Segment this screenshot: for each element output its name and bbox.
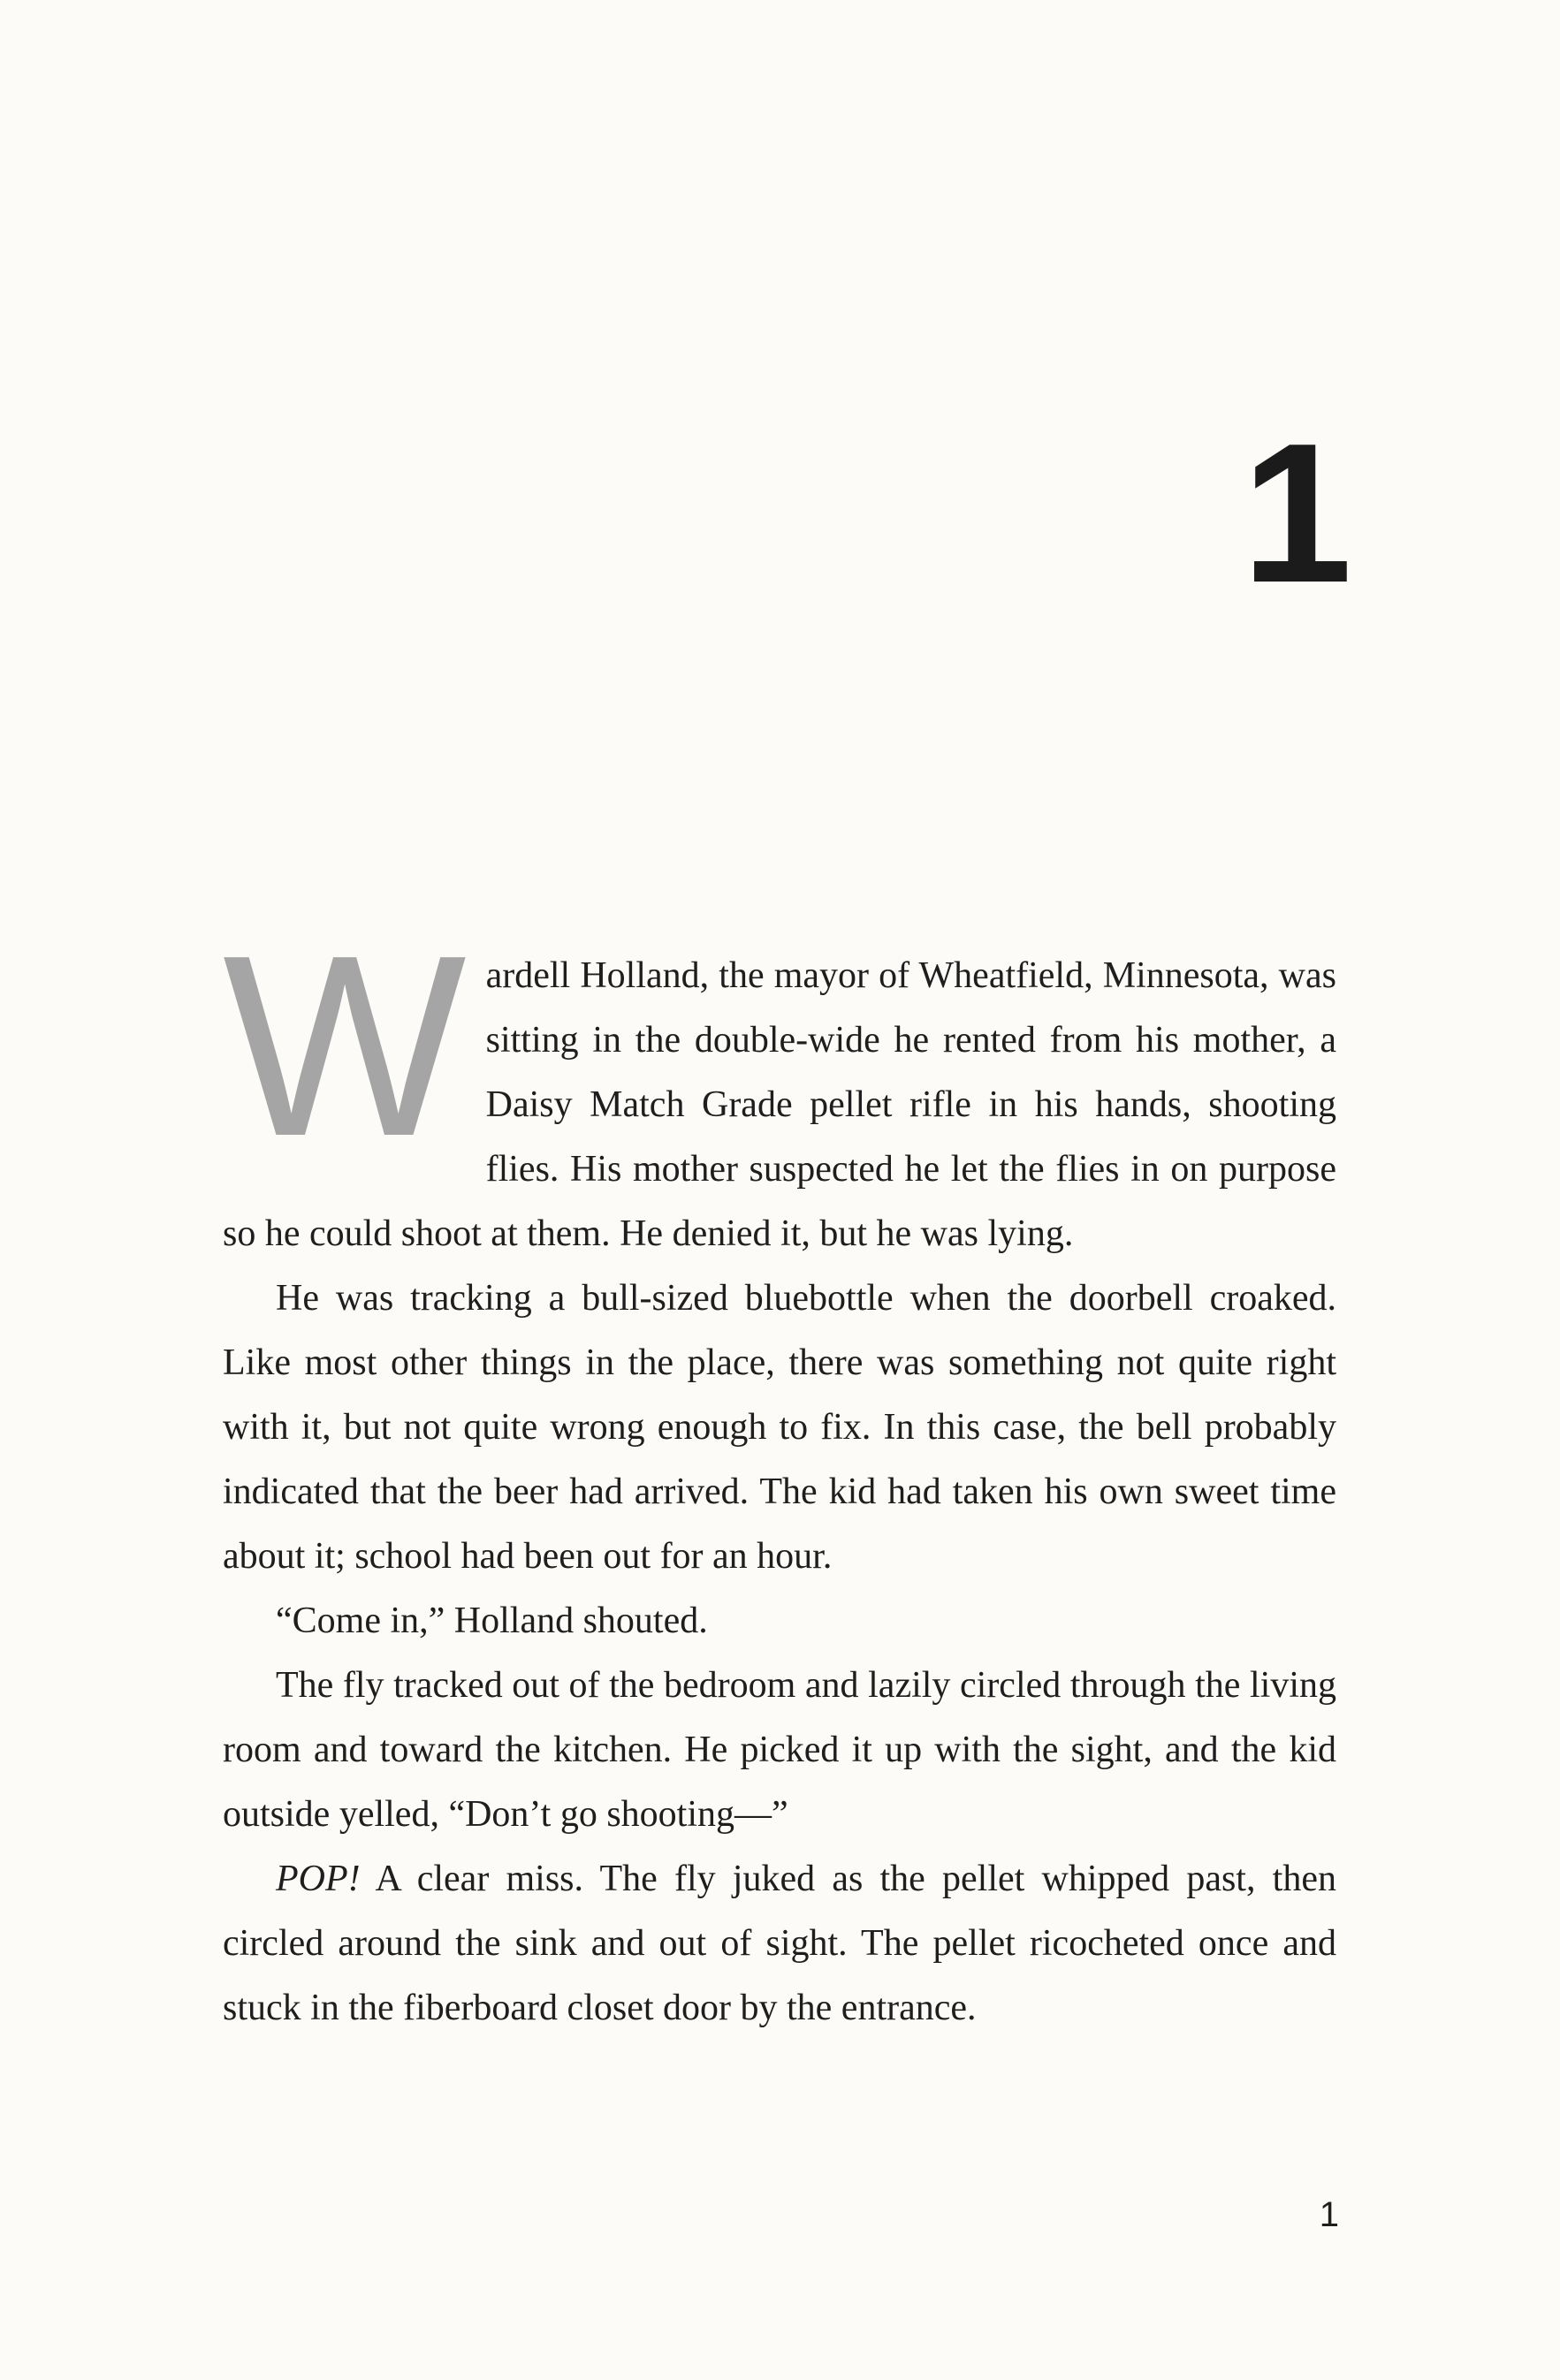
paragraph-1 [223,901,1336,1266]
chapter-number: 1 [1241,401,1352,624]
paragraph-5-text: A clear miss. The fly juked as the pellet whipped past, then circled around the sink and out of sight. The pellet ricocheted once and stuck in the fiberboard closet door by the entrance. [223,1859,1336,2028]
page-number: 1 [1319,2195,1339,2234]
paragraph-1-text: ardell Holland, the mayor of Wheatfield, Minnesota, was sitting in the double-wide he rented from his mother, a Daisy Match Grade pellet rifle in his hands, shooting flies. His mother suspected he let the flies in on purpose so he could shoot at them. He denied it, but he was lying. [223,955,1336,1254]
paragraph-4: The fly tracked out of the bedroom and lazily circled through the living room and toward the kitchen. He picked it up with the sight, and the kid outside yelled, “Don’t go shooting—” [223,1665,1336,1835]
paragraph-5-emphasis: POP! [276,1859,361,1899]
paragraph-5 [223,1847,1336,2041]
paragraph-3: “Come in,” Holland shouted. [276,1601,708,1641]
body-text [223,901,1336,2041]
paragraph-2: He was tracking a bull-sized bluebottle when the doorbell croaked. Like most other things in the place, there was something not quite right with it, but not quite wrong enough to fix. In this case, the bell probably indicated that the beer had arrived. The kid had taken his own sweet time about it; school had been out for an hour. [223,1278,1336,1577]
drop-cap: W [223,901,467,1190]
